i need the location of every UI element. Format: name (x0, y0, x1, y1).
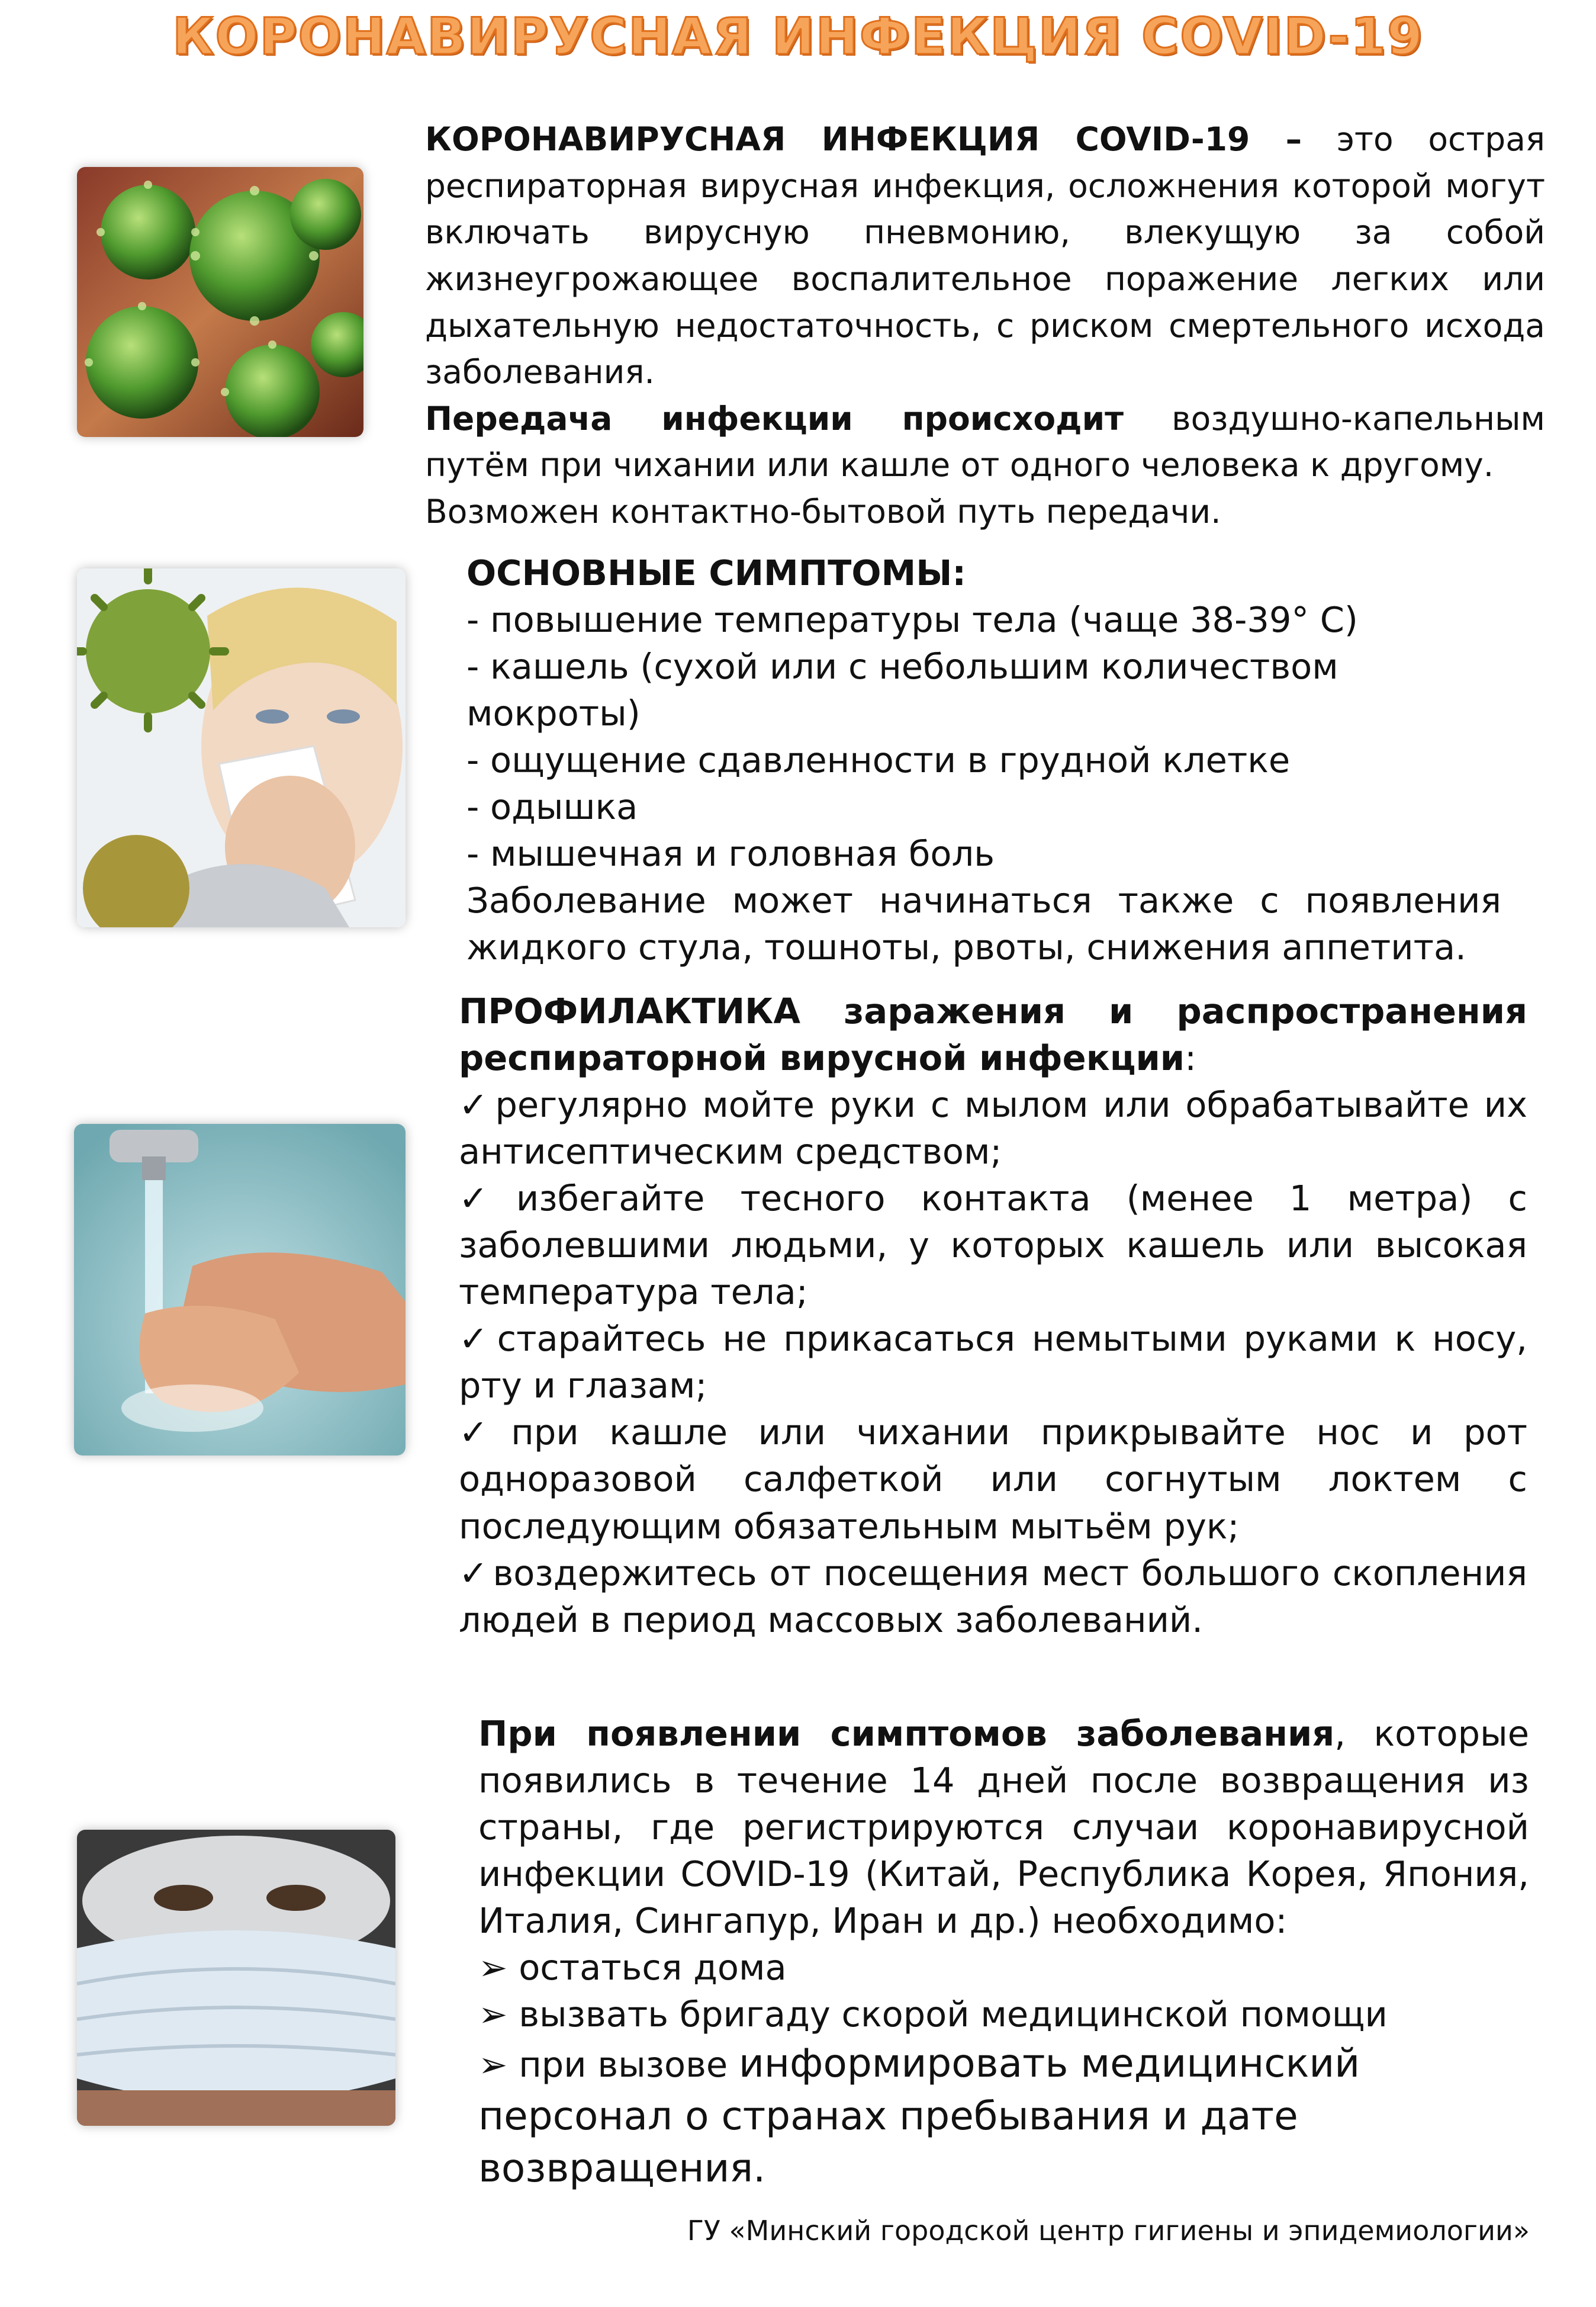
page-title: КОРОНАВИРУСНАЯ ИНФЕКЦИЯ COVID-19 (172, 7, 1424, 66)
action-text: , которые появились в течение 14 дней после возвращения из страны, где регистрируются случаи коронавирусной инфекции COVID-19 (Китай, Республика Корея, Япония, Италия, Сингапур, Иран и др.) необходимо: (478, 1713, 1529, 1942)
intro-text: это острая респираторная вирусная инфекция, осложнения которой могут включать вирусную пневмонию, влекущую за собой жизнеугрожающее воспалительное поражение легких или дыхательную недостаточность, с риском смертельного исхода заболевания. (425, 120, 1545, 391)
symptom-item: - ощущение сдавленности в грудной клетке (466, 740, 1291, 781)
intro-section (425, 116, 1545, 535)
prevention-item: при кашле или чихании прикрывайте нос и рот одноразовой салфеткой или согнутым локтем с последующим обязательным мытьём рук; (459, 1412, 1527, 1547)
transmission-heading: Передача инфекции происходит (425, 399, 1124, 438)
symptoms-note: Заболевание может начинаться также с появления жидкого стула, тошноты, рвоты, снижения аппетита. (466, 880, 1501, 968)
action-section (478, 1710, 1529, 2195)
action-item: при вызове (507, 2044, 739, 2086)
prevention-item: старайтесь не прикасаться немытыми руками к носу, рту и глазам; (459, 1318, 1528, 1406)
symptom-item: - повышение температуры тела (чаще 38-39° С) (466, 599, 1358, 641)
arrow-icon: ➢ (478, 1994, 508, 2035)
hand-washing-image (74, 1124, 406, 1455)
symptom-item: - кашель (сухой или с небольшим количеством мокроты) (466, 646, 1338, 734)
contact-transmission-text: Возможен контактно-бытовой путь передачи. (425, 493, 1221, 531)
footer-organization: ГУ «Минский городской центр гигиены и эпидемиологии» (687, 2215, 1530, 2247)
prevention-heading: ПРОФИЛАКТИКА заражения и распространения респираторной вирусной инфекции (459, 991, 1527, 1079)
action-item-emphasis: информировать медицинский персонал о странах пребывания и дате возвращения. (478, 2041, 1360, 2192)
sneezing-person-image (77, 568, 406, 927)
action-heading: При появлении симптомов заболевания (478, 1713, 1335, 1754)
arrow-icon: ➢ (478, 2044, 508, 2086)
prevention-section (459, 988, 1527, 1643)
prevention-item: избегайте тесного контакта (менее 1 метра) с заболевшими людьми, у которых кашель или высокая температура тела; (459, 1178, 1527, 1313)
check-icon: ✓ (459, 1318, 494, 1360)
prevention-item: регулярно мойте руки с мылом или обрабатывайте их антисептическим средством; (459, 1084, 1528, 1172)
intro-heading: КОРОНАВИРУСНАЯ ИНФЕКЦИЯ COVID-19 – (425, 120, 1302, 158)
symptom-item: - одышка (466, 786, 638, 828)
check-icon: ✓ (459, 1552, 490, 1593)
check-icon: ✓ (459, 1412, 508, 1453)
symptoms-heading: ОСНОВНЫЕ СИМПТОМЫ: (466, 552, 966, 593)
arrow-icon: ➢ (478, 1947, 508, 1988)
prevention-heading-suffix: : (1185, 1037, 1197, 1079)
check-icon: ✓ (459, 1084, 492, 1126)
symptom-item: - мышечная и головная боль (466, 833, 995, 875)
medical-mask-image (77, 1830, 395, 2126)
action-item: вызвать бригаду скорой медицинской помощи (507, 1994, 1388, 2035)
symptoms-section (466, 550, 1501, 971)
action-item: остаться дома (507, 1947, 787, 1988)
transmission-text: воздушно-капельным путём при чихании или кашле от одного человека к другому. (425, 399, 1545, 484)
virus-image (77, 167, 363, 437)
prevention-item: воздержитесь от посещения мест большого скопления людей в период массовых заболеваний. (459, 1552, 1528, 1640)
check-icon: ✓ (459, 1178, 513, 1219)
